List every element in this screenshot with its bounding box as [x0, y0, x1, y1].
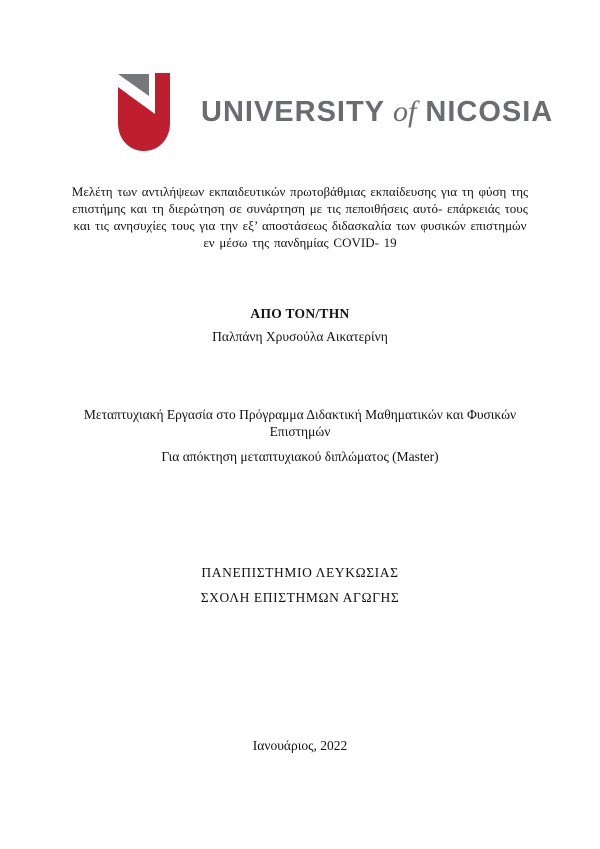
school-name: ΣΧΟΛΗ ΕΠΙΣΤΗΜΩΝ ΑΓΩΓΗΣ — [200, 590, 400, 605]
title-line-4: εν μέσω της πανδημίας COVID- 19 — [203, 235, 397, 250]
author-name: Παλπάνη Χρυσούλα Αικατερίνη — [212, 329, 388, 344]
title-line-3: και τις ανησυχίες τους για την εξ’ αποστάσεως διδασκαλία των φυσικών επιστημών — [73, 218, 527, 233]
thesis-title — [40, 183, 560, 251]
program-line-1: Μεταπτυχιακή Εργασία στο Πρόγραμμα Διδακτική Μαθηματικών και Φυσικών — [83, 407, 517, 422]
program-section — [40, 406, 560, 465]
institution-section — [40, 560, 560, 610]
degree-line: Για απόκτηση μεταπτυχιακού διπλώματος (Master) — [161, 449, 439, 464]
university-name: ΠΑΝΕΠΙΣΤΗΜΙΟ ΛΕΥΚΩΣΙΑΣ — [201, 565, 399, 580]
title-line-1: Μελέτη των αντιλήψεων εκπαιδευτικών πρωτοβάθμιας εκπαίδευσης για τη φύση της — [71, 184, 529, 199]
program-line-2: Επιστημών — [269, 424, 331, 439]
unic-logo — [118, 73, 553, 151]
wordmark-of: of — [393, 95, 417, 128]
title-line-2: επιστήμης και τη διερώτηση σε συνάρτηση με τις πεποιθήσεις αυτό- επάρκειάς τους — [72, 201, 528, 216]
date: Ιανουάριος, 2022 — [252, 738, 348, 753]
logo-wordmark — [201, 95, 553, 129]
by-label: ΑΠΟ ΤΟΝ/ΤΗΝ — [250, 306, 350, 321]
unic-u-mark-icon — [118, 73, 170, 151]
wordmark-nicosia: NICOSIA — [425, 96, 554, 128]
wordmark-university: UNIVERSITY — [201, 96, 386, 128]
